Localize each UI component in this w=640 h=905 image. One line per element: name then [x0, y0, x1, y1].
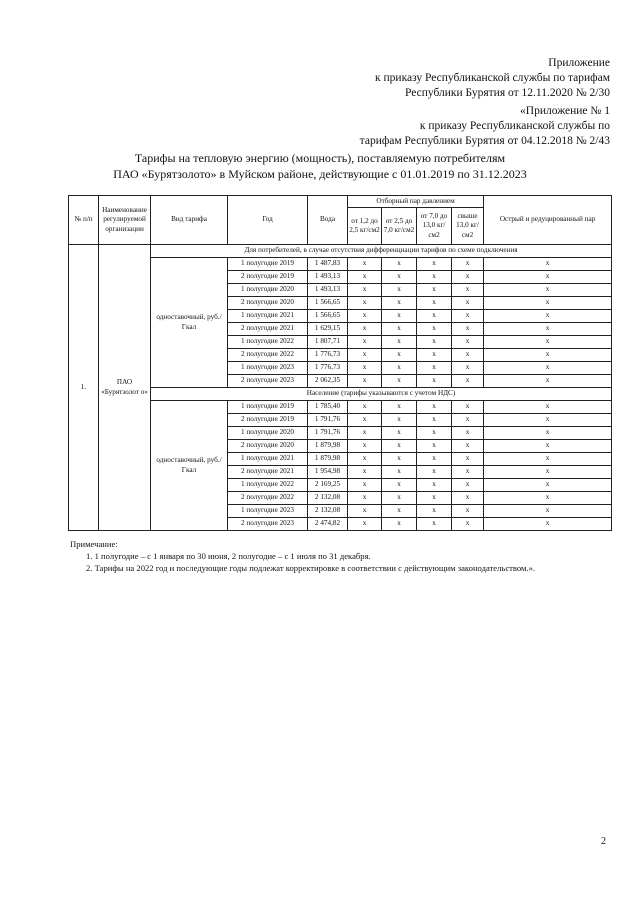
cell-sharp: x — [484, 401, 612, 414]
cell-water: 1 566,65 — [308, 297, 348, 310]
cell-period: 1 полугодие 2019 — [228, 258, 308, 271]
cell-p2: x — [382, 518, 417, 531]
cell-p4: x — [452, 297, 484, 310]
cell-sharp: x — [484, 453, 612, 466]
cell-period: 2 полугодие 2019 — [228, 414, 308, 427]
tariff-type: одноставочный, руб./Гкал — [151, 258, 228, 388]
cell-sharp: x — [484, 271, 612, 284]
cell-p1: x — [348, 479, 382, 492]
cell-period: 2 полугодие 2022 — [228, 349, 308, 362]
table-row — [69, 258, 612, 271]
cell-p4: x — [452, 375, 484, 388]
header-num: № п/п — [69, 196, 99, 245]
cell-p2: x — [382, 375, 417, 388]
cell-water: 2 132,08 — [308, 492, 348, 505]
cell-sharp: x — [484, 336, 612, 349]
cell-p3: x — [417, 505, 452, 518]
cell-water: 1 791,76 — [308, 427, 348, 440]
cell-period: 2 полугодие 2021 — [228, 323, 308, 336]
cell-period: 2 полугодие 2023 — [228, 518, 308, 531]
cell-p3: x — [417, 336, 452, 349]
document-title — [60, 151, 580, 182]
cell-p3: x — [417, 427, 452, 440]
section-title: Население (тарифы указываются с учетом НДС) — [151, 388, 612, 401]
section-row — [69, 388, 612, 401]
cell-p1: x — [348, 518, 382, 531]
cell-p4: x — [452, 505, 484, 518]
cell-period: 2 полугодие 2023 — [228, 375, 308, 388]
cell-water: 1 776,73 — [308, 362, 348, 375]
cell-water: 1 566,65 — [308, 310, 348, 323]
cell-period: 1 полугодие 2020 — [228, 284, 308, 297]
notes — [70, 538, 612, 574]
cell-sharp: x — [484, 310, 612, 323]
cell-p4: x — [452, 336, 484, 349]
cell-p1: x — [348, 414, 382, 427]
cell-water: 1 954,98 — [308, 466, 348, 479]
table-row — [69, 401, 612, 414]
cell-p2: x — [382, 492, 417, 505]
cell-p3: x — [417, 323, 452, 336]
tariff-table — [68, 195, 612, 531]
cell-p1: x — [348, 505, 382, 518]
cell-p3: x — [417, 297, 452, 310]
cell-p2: x — [382, 440, 417, 453]
cell-p1: x — [348, 349, 382, 362]
tariff-type: одноставочный, руб./Гкал — [151, 401, 228, 531]
header-pressure-3: от 7,0 до 13,0 кг/см2 — [417, 208, 452, 245]
cell-sharp: x — [484, 297, 612, 310]
cell-p2: x — [382, 297, 417, 310]
note-item: 2. Тарифы на 2022 год и последующие годы подлежат корректировке в соответствии с действующим законодательством.». — [86, 563, 536, 573]
cell-water: 2 132,08 — [308, 505, 348, 518]
header-sharp-steam: Острый и редуцированный пар — [484, 196, 612, 245]
cell-p4: x — [452, 271, 484, 284]
appendix-header — [360, 56, 610, 149]
cell-water: 1 776,73 — [308, 349, 348, 362]
note-item: 1. 1 полугодие – с 1 января по 30 июня, 2 полугодие – с 1 июля по 31 декабря. — [86, 551, 371, 561]
cell-period: 2 полугодие 2022 — [228, 492, 308, 505]
cell-water: 1 493,13 — [308, 284, 348, 297]
cell-p2: x — [382, 323, 417, 336]
cell-period: 1 полугодие 2019 — [228, 401, 308, 414]
header-line: «Приложение № 1 — [520, 104, 610, 117]
cell-sharp: x — [484, 440, 612, 453]
cell-p4: x — [452, 258, 484, 271]
cell-p4: x — [452, 440, 484, 453]
cell-sharp: x — [484, 362, 612, 375]
header-pressure-4: свыше 13,0 кг/см2 — [452, 208, 484, 245]
cell-p1: x — [348, 440, 382, 453]
cell-period: 2 полугодие 2019 — [228, 271, 308, 284]
cell-sharp: x — [484, 375, 612, 388]
cell-p1: x — [348, 271, 382, 284]
cell-water: 1 791,76 — [308, 414, 348, 427]
header-pressure-1: от 1,2 до 2,5 кг/см2 — [348, 208, 382, 245]
title-line-1: Тарифы на тепловую энергию (мощность), поставляемую потребителям — [134, 151, 506, 165]
cell-sharp: x — [484, 427, 612, 440]
cell-p4: x — [452, 284, 484, 297]
cell-p2: x — [382, 466, 417, 479]
cell-p4: x — [452, 349, 484, 362]
cell-period: 1 полугодие 2023 — [228, 362, 308, 375]
cell-p2: x — [382, 336, 417, 349]
cell-p3: x — [417, 349, 452, 362]
cell-period: 1 полугодие 2022 — [228, 336, 308, 349]
header-line: Приложение — [548, 57, 610, 69]
cell-sharp: x — [484, 518, 612, 531]
cell-p2: x — [382, 310, 417, 323]
cell-p1: x — [348, 258, 382, 271]
header-water: Вода — [308, 196, 348, 245]
section-title: Для потребителей, в случае отсутствия дифференциации тарифов по схеме подключения — [151, 245, 612, 258]
header-year: Год — [228, 196, 308, 245]
cell-p2: x — [382, 453, 417, 466]
cell-water: 2 474,82 — [308, 518, 348, 531]
cell-p4: x — [452, 414, 484, 427]
cell-p3: x — [417, 440, 452, 453]
cell-p2: x — [382, 349, 417, 362]
cell-p2: x — [382, 401, 417, 414]
cell-p2: x — [382, 258, 417, 271]
cell-p1: x — [348, 375, 382, 388]
cell-p3: x — [417, 258, 452, 271]
header-line: к приказу Республиканской службы по — [419, 119, 610, 132]
cell-p3: x — [417, 401, 452, 414]
cell-p3: x — [417, 271, 452, 284]
cell-sharp: x — [484, 284, 612, 297]
cell-sharp: x — [484, 479, 612, 492]
cell-period: 1 полугодие 2023 — [228, 505, 308, 518]
cell-p1: x — [348, 323, 382, 336]
cell-water: 2 062,35 — [308, 375, 348, 388]
cell-water: 1 879,98 — [308, 440, 348, 453]
cell-period: 1 полугодие 2021 — [228, 310, 308, 323]
cell-p2: x — [382, 284, 417, 297]
cell-p4: x — [452, 362, 484, 375]
cell-p1: x — [348, 362, 382, 375]
cell-p4: x — [452, 427, 484, 440]
cell-water: 1 785,40 — [308, 401, 348, 414]
cell-period: 2 полугодие 2020 — [228, 440, 308, 453]
cell-p3: x — [417, 310, 452, 323]
cell-p3: x — [417, 479, 452, 492]
cell-water: 2 169,25 — [308, 479, 348, 492]
header-pressure-2: от 2,5 до 7,0 кг/см2 — [382, 208, 417, 245]
cell-period: 2 полугодие 2021 — [228, 466, 308, 479]
cell-p4: x — [452, 518, 484, 531]
cell-p2: x — [382, 479, 417, 492]
cell-p2: x — [382, 414, 417, 427]
cell-p3: x — [417, 492, 452, 505]
cell-p1: x — [348, 297, 382, 310]
organization-name: ПАО «Бурятзолот о» — [99, 245, 151, 531]
cell-water: 1 487,83 — [308, 258, 348, 271]
cell-p3: x — [417, 375, 452, 388]
cell-p1: x — [348, 310, 382, 323]
header-line: к приказу Республиканской службы по тарифам — [375, 72, 610, 85]
row-number: 1. — [69, 245, 99, 531]
cell-sharp: x — [484, 349, 612, 362]
cell-period: 1 полугодие 2020 — [228, 427, 308, 440]
page-number: 2 — [601, 836, 606, 847]
cell-p4: x — [452, 479, 484, 492]
cell-p1: x — [348, 466, 382, 479]
cell-period: 2 полугодие 2020 — [228, 297, 308, 310]
cell-p3: x — [417, 414, 452, 427]
cell-period: 1 полугодие 2021 — [228, 453, 308, 466]
cell-sharp: x — [484, 466, 612, 479]
cell-p4: x — [452, 466, 484, 479]
cell-p3: x — [417, 466, 452, 479]
cell-p3: x — [417, 284, 452, 297]
title-line-2: ПАО «Бурятзолото» в Муйском районе, действующие с 01.01.2019 по 31.12.2023 — [113, 166, 527, 181]
cell-p1: x — [348, 453, 382, 466]
cell-p2: x — [382, 427, 417, 440]
cell-water: 1 493,13 — [308, 271, 348, 284]
cell-sharp: x — [484, 492, 612, 505]
cell-p2: x — [382, 271, 417, 284]
section-row — [69, 245, 612, 258]
cell-sharp: x — [484, 414, 612, 427]
cell-p1: x — [348, 492, 382, 505]
header-org: Наименование регулируемой организации — [99, 196, 151, 245]
cell-period: 1 полугодие 2022 — [228, 479, 308, 492]
cell-p4: x — [452, 323, 484, 336]
cell-p2: x — [382, 362, 417, 375]
header-steam: Отборный пар давлением — [348, 196, 484, 208]
cell-p4: x — [452, 492, 484, 505]
cell-p1: x — [348, 427, 382, 440]
cell-p1: x — [348, 284, 382, 297]
cell-p3: x — [417, 453, 452, 466]
cell-p1: x — [348, 336, 382, 349]
cell-sharp: x — [484, 505, 612, 518]
cell-p2: x — [382, 505, 417, 518]
cell-p4: x — [452, 310, 484, 323]
cell-sharp: x — [484, 258, 612, 271]
cell-p3: x — [417, 518, 452, 531]
header-line: Республики Бурятия от 12.11.2020 № 2/30 — [404, 87, 610, 100]
cell-water: 1 807,71 — [308, 336, 348, 349]
cell-p4: x — [452, 453, 484, 466]
cell-p1: x — [348, 401, 382, 414]
cell-water: 1 879,98 — [308, 453, 348, 466]
notes-heading: Примечание: — [70, 539, 118, 549]
header-tariff-type: Вид тарифа — [151, 196, 228, 245]
cell-water: 1 629,15 — [308, 323, 348, 336]
cell-sharp: x — [484, 323, 612, 336]
header-line: тарифам Республики Бурятия от 04.12.2018 № 2/43 — [359, 135, 610, 148]
cell-p3: x — [417, 362, 452, 375]
cell-p4: x — [452, 401, 484, 414]
